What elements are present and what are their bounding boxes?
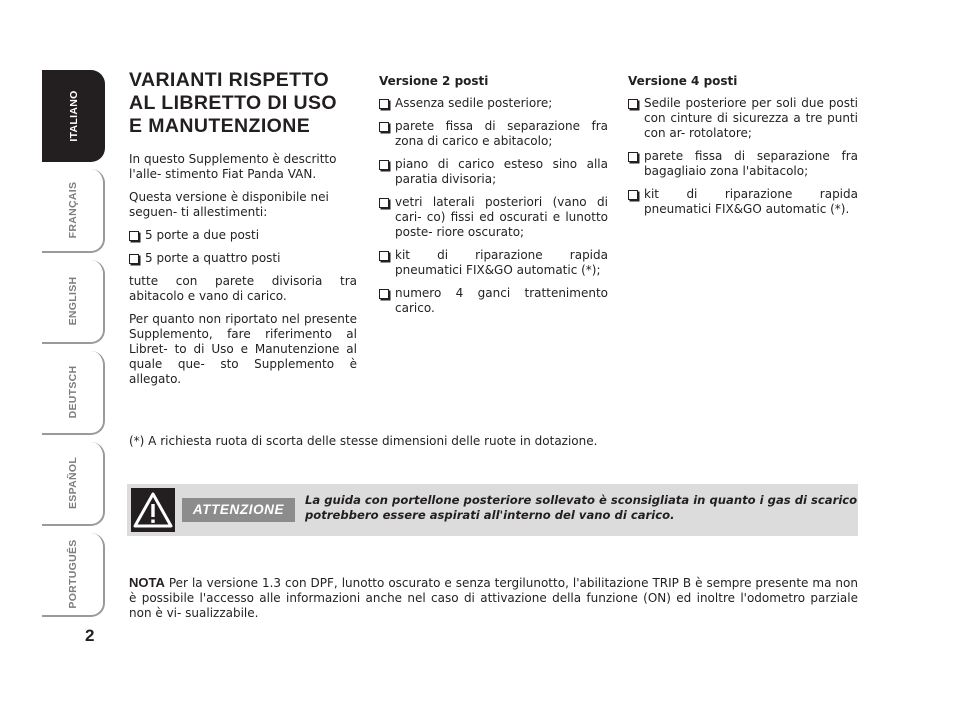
warning-box <box>127 484 858 536</box>
list-item: Sedile posteriore per soli due posti con cinture di sicurezza a tre punti con ar- rotolatore; <box>628 96 858 141</box>
tab-italiano[interactable] <box>42 70 105 162</box>
list-item: parete fissa di separazione fra zona di carico e abitacolo; <box>379 119 608 149</box>
note-text: Per la versione 1.3 con DPF, lunotto oscurato e senza tergilunotto, l'abilitazione TRIP B è sempre presente ma non è possibile l'accesso alle informazioni anche nel caso di attivazione della funzione (ON) ed inoltre l'odometro parziale non è vi- sualizzabile. <box>129 576 858 620</box>
checkbox-bullet-icon <box>379 160 389 170</box>
checkbox-bullet-icon <box>628 99 638 109</box>
checkbox-bullet-icon <box>379 251 389 261</box>
title-line: VARIANTI RISPETTO <box>129 69 330 91</box>
warning-label: ATTENZIONE <box>182 498 295 522</box>
intro-paragraph: tutte con parete divisoria tra abitacolo e vano di carico. <box>129 274 357 303</box>
checkbox-bullet-icon <box>379 99 389 109</box>
language-sidebar <box>42 70 105 624</box>
checkbox-bullet-icon <box>379 198 389 208</box>
title-line: E MANUTENZIONE <box>129 115 311 137</box>
list-item: kit di riparazione rapida pneumatici FIX&GO automatic (*). <box>628 187 858 217</box>
tab-espanol[interactable] <box>42 442 105 526</box>
versione-2-column <box>379 74 608 324</box>
note-label: NOTA <box>129 575 165 590</box>
page-number: 2 <box>85 626 95 645</box>
list-item: parete fissa di separazione fra bagagliaio zona l'abitacolo; <box>628 149 858 179</box>
intro-paragraph: In questo Supplemento è descritto l'alle- stimento Fiat Panda VAN. <box>129 152 337 181</box>
checkbox-bullet-icon <box>129 231 139 241</box>
tab-label: ITALIANO <box>67 90 80 142</box>
checkbox-bullet-icon <box>379 122 389 132</box>
tab-english[interactable] <box>42 260 105 344</box>
warning-text <box>305 493 858 523</box>
checkbox-bullet-icon <box>628 152 638 162</box>
checkbox-bullet-icon <box>379 289 389 299</box>
title-line: AL LIBRETTO DI USO <box>129 92 337 114</box>
page-title <box>129 69 359 138</box>
tab-label: ENGLISH <box>66 276 79 326</box>
tab-label: DEUTSCH <box>66 365 79 419</box>
versione-4-column <box>628 74 858 225</box>
section-heading: Versione 2 posti <box>379 74 489 88</box>
list-item: 5 porte a due posti <box>129 228 357 243</box>
intro-paragraph: Questa versione è disponibile nei seguen- ti allestimenti: <box>129 190 329 219</box>
list-item: numero 4 ganci trattenimento carico. <box>379 286 608 316</box>
list-item: vetri laterali posteriori (vano di cari- co) fissi ed oscurati e lunotto poste- riore oscurato; <box>379 195 608 240</box>
intro-column <box>129 152 357 395</box>
tab-deutsch[interactable] <box>42 351 105 435</box>
tab-portugues[interactable] <box>42 533 105 617</box>
warning-line: potrebbero essere aspirati all'interno del vano di carico. <box>305 508 675 522</box>
tab-label: PORTUGUÊS <box>66 539 79 609</box>
tab-label: FRANÇAIS <box>66 181 79 239</box>
section-heading: Versione 4 posti <box>628 74 738 88</box>
list-item: 5 porte a quattro posti <box>129 251 357 266</box>
list-item: Assenza sedile posteriore; <box>379 96 608 111</box>
checkbox-bullet-icon <box>628 190 638 200</box>
note-paragraph <box>129 575 858 621</box>
tab-label: ESPAÑOL <box>66 456 79 510</box>
checkbox-bullet-icon <box>129 254 139 264</box>
footnote: (*) A richiesta ruota di scorta delle stesse dimensioni delle ruote in dotazione. <box>129 434 598 448</box>
list-item: piano di carico esteso sino alla paratia divisoria; <box>379 157 608 187</box>
tab-francais[interactable] <box>42 169 105 253</box>
intro-paragraph: Per quanto non riportato nel presente Supplemento, fare riferimento al Libret- to di Uso e Manutenzione al quale que- sto Supplemento è allegato. <box>129 312 357 386</box>
warning-line: La guida con portellone posteriore sollevato è sconsigliata in quanto i gas di scarico <box>305 493 858 507</box>
warning-triangle-icon <box>131 488 175 532</box>
list-item: kit di riparazione rapida pneumatici FIX&GO automatic (*); <box>379 248 608 278</box>
